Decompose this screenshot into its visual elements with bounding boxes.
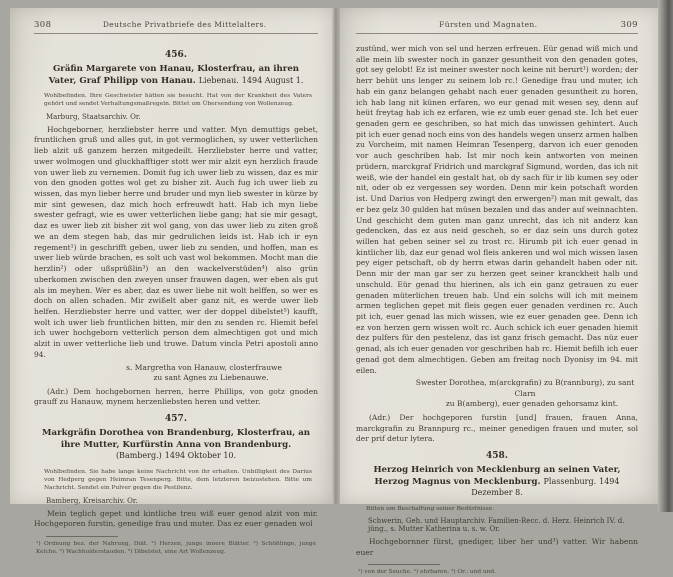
letter-458-title: Herzog Heinrich von Mecklenburg an seinen Vater, Herzog Magnus von Mecklenburg. <box>373 464 621 487</box>
letter-456-signature-line1: s. Margretha von Hanauw, closterfrauwe <box>126 362 282 372</box>
right-page-header <box>356 20 638 30</box>
letter-458-body-start: Hochgebornner fürst, gnediger, liber her und³) vatter. Wir habenn euer <box>356 536 638 557</box>
letter-456-address: (Adr.) Dem hochgebornen herren, herre Phillips, von gotz gnoden grauff zu Hanauw, mynem herzenliebsten heren und vetter. <box>34 386 318 407</box>
footnote-rule <box>46 536 118 537</box>
left-page-header <box>34 20 318 30</box>
right-page <box>340 8 658 576</box>
letter-456-place: Liebenau. <box>198 75 239 85</box>
letter-456-summary: Wohlbefinden. Ihre Geschwister hätten sie besucht. Hat von der Krankheit des Vaters gehört und sendet Verhaltungsmaßregeln. Bittet um Übersendung von Wollenzeug. <box>44 93 312 108</box>
book-page-edge <box>658 0 673 512</box>
left-footnotes: ¹) Ordnung bez. der Nahrung, Diät. ²) Herzen, junge innere Blätter. ³) Schößlinge, junge Kelche. ⁴) Wachholderstauden. ⁵) Dibelstet, eine Art Wollenzeug. <box>36 540 316 556</box>
letter-457-place: (Bamberg.) <box>115 451 162 461</box>
letter-457-signature-line1: Swester Dorothea, m(arckgrafin) zu B(rannburg), zu sant Clarn <box>415 378 635 398</box>
footnote-rule <box>368 564 440 565</box>
book-gutter <box>332 8 340 504</box>
right-page-number: 309 <box>620 20 638 30</box>
letter-456-signature-line2: zu sant Agnes zu Liebenauwe. <box>153 373 269 383</box>
letter-458-date: 1494 Dezember 8. <box>471 476 620 498</box>
left-footnote-block <box>34 530 318 557</box>
letter-456-archive: Marburg, Staatsarchiv. Or. <box>46 112 141 121</box>
letter-457-date: 1494 Oktober 10. <box>164 451 237 461</box>
letter-458-number: 458. <box>486 450 508 461</box>
letter-457-title: Markgräfin Dorothea von Brandenburg, Klosterfrau, an ihre Mutter, Kurfürstin Anna von Brandenburg. <box>41 427 311 450</box>
right-footnote-block <box>356 558 638 576</box>
right-running-title: Fürsten und Magnaten. <box>439 20 538 29</box>
letter-457-heading <box>38 428 314 463</box>
letter-457-number: 457. <box>165 413 187 424</box>
letter-456-date: 1494 August 1. <box>241 75 304 85</box>
letter-456-heading <box>38 64 314 87</box>
letter-458-heading <box>360 465 634 500</box>
letter-457-body-start: Mein teglich gepet und kintliche treu wiß euer genod alzit von mir. Hochgeporen furstin, genedige frau und muter. Das ez euer genaden wol <box>34 508 318 529</box>
letter-458-summary: Bitten um Beschaffung seiner Bedürfnisse. <box>366 505 495 512</box>
letter-457-signature-line2: zu B(amberg), euer genaden gehorsamz kint. <box>445 399 619 409</box>
right-footnotes: ¹) von der Seuche. ²) ehrbaren. ³) Or.: und und. <box>358 569 496 576</box>
letter-458-place: Plassenburg. <box>543 476 597 486</box>
letter-456-number: 456. <box>165 50 187 60</box>
letter-456-body: Hochgeborner, herzliebster herre und vatter. Myn demuttigs gebet, fruntlichen gruß und alles gut, in got vermoglichen, sy uwer vetterlichen lieb alzit uß ganzem herzen mitgedeilt. Herzliebster herre und vatter, uwer wolmogen und gluckhafftiger stott wer mir alzit eyn herzlich fraude von uwer lieb zu vernemen. Domit fug ich uwer lieb zu wissen, daz es mir von den gnoden gottes wol get zu bisher zit. Auch fug ich uwer lieb zu wissen, das myn lieber herre und bruder und myn lieb swester in kürze by mir sint gewesen, daz mich hoch erfreuwdt hatt. Hab ich myn liebe swester gefragt, wie es uwer vetterlichen liebe gang; hat sie mir gesagt, daz es uwer lieb zit bisher zit wol gang, von das uwer lieb zu ziten groß we an dem stegen hab, das mir gedrulichen leids ist. Hab ich ir eyn regement¹) in geschrifft geben, uwer lieb zu senden, und hoffen, man es uwer lieb würde brachen, es solt uch vast wol bekommen. Mocht man die herzlin²) oder ußsprüßlin³) an den wackelverstüden⁴) also grün uberkomen zwischen den zweyen unser frauwen dagen, wer eben als gut als im meyhen. Wer es aber, daz es uwer liebe nit wolt helffen, so wer es doch on allen schaden. Mir zwißelt aber ganz nit, es werde uwer lieb helfen. Herzliebster herre und vatter, wer der doppel dibelstet⁵) kaufft, wolt ich uwer lieb fruntlichen bitten, mir den zu senden rc. Hiemit befel ich uwer hochgeborn vetterlich person dem almechtigen got und mich alzit in uwer vetterliche lieb und truwe. Datum vincla Petri apostoli anno 94. <box>34 124 318 359</box>
letter-457-summary: Wohlbefinden. Sie habe lange keine Nachricht von ihr erhalten. Unbilligkeit des Darius von Hedperg gegen Heimran Tesenperg. Bitte, dem letzteren beizustehen. Bitte um Nachricht. Sendet ein Pulver gegen die Pestilenz. <box>44 468 312 492</box>
header-rule <box>34 33 318 34</box>
letter-457-address: (Adr.) Der hochgeporen furstin [und] frauen, frauen Anna, marckgrafin zu Brannpurg rc., meiner genedigen frauen und muter, sol der prif detur lytera. <box>356 412 638 444</box>
header-rule <box>356 33 638 34</box>
left-page <box>10 8 332 556</box>
letter-457-body-continuation: zustünd, wer mich von sel und herzen erfreuen. Eür genad wiß mich und alle mein lib swester noch in ganzer gesuntheit von den genaden gotes, got sey gelobt! Ez ist meiner swester noch keine nit berurt¹) worden; der herr behüt uns lenger zu seinem lob rc.! Genedige frau und muter, ich hab ein ganz belangen gehabt nach euer genaden gesuntheit zu horen, ich hab lang nit künen erfaren, wo eur genad mit wesen sey, denn auf heüt freytag hab ich ez erfaren, wie ez umb euer genad ste. Ich het euer genaden gern ee geschriben, so hat mich das unwissen gehintert. Auch pit ich euer genad noch eins von des handels wegen unserz armen halben zu Vorcheim, mit namen Heimran Tesenperg, darvon ich euer genoden vor auch geschriben hab. Ist mir noch kein antworten von meinen prüdern, marckgraf Fridrich und marckgraf Sigmund, worden, das ich nit weiß, wie der handel ein gestalt hat, ob dy sach für ir lib kumen sey oder nit, oder ob ez vergessen sey worden. Denn mir kein potschaft worden ist. Und Darius von Hedperg zwingt den erwergen²) man mit gewalt, das er bez gelz 30 gulden hat müsen bezalen und das ander auf weinnachten. Und geschicht dem guten man ganz unrecht, das ich nit anderz kan gedencken, das ez aus neid gescheh, so er daz sein uns durch gotez willen hat geben seiner sel zu trost rc. Hirumb pit ich euer genad in kintlicher lib, daz eur genad wol fleis ankeren und wol mich wissen lasen pey eiger petschaft, ob dy herrn etwas darin gehandelt haben oder nit. Denn mir der man gar ser zu herzen geet seiner kranckheit halb und unschuld. Eür genad thu hierinen, als ich ein ganz getrauen zu euer genaden müterlichen treuen hab. Und ein solchs will ich mit meinem armen teglichen gepet mit fleis gegen euer genaden verdinen rc. Auch pit ich, euer genad las mich wissen, wie ez euer genaden gee. Denn ich ez von herzen gern wissen wolt rc. Auch schick ich euer genaden hiemit dez pulfers für den pestelenz, das ist ganz frisch gemacht. Das nüz euer genad, als ich euer genaden vor geschriben hab rc. Hiemit befilh ich euer genad got dem almechtigen. Geben am freitag noch Dyonisy im 94. mit eilen. <box>356 44 638 375</box>
letter-458-archive: Schwerin, Geh. und Hauptarchiv. Familien-Recc. d. Herz. Heinrich IV. d. jüng., s. Mutter Katherina u. s. w. Or. <box>368 516 625 533</box>
letter-456-title: Gräfin Margarete von Hanau, Klosterfrau, an ihren Vater, Graf Philipp von Hanau. <box>48 64 300 86</box>
left-page-number: 308 <box>34 20 52 30</box>
left-running-title: Deutsche Privatbriefe des Mittelalters. <box>102 20 267 29</box>
letter-457-archive: Bamberg, Kreisarchiv. Or. <box>46 496 138 505</box>
